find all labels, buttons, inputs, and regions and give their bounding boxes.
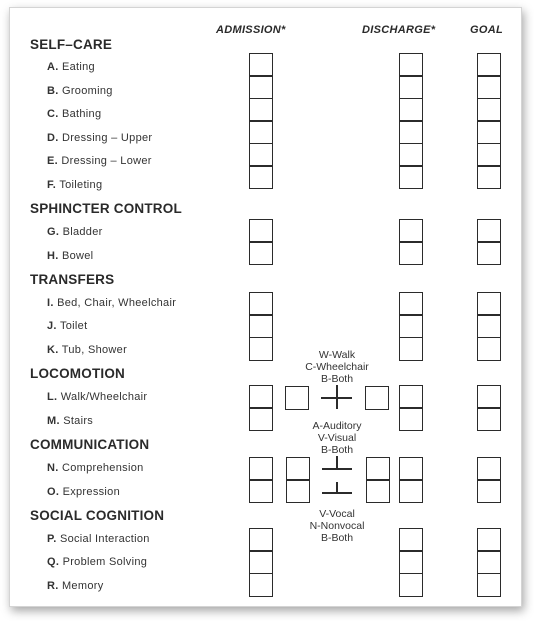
goal-box-grooming[interactable] [477,75,501,99]
discharge-boxes-transfers [399,292,423,361]
item-problem-solving: Q. Problem Solving [47,556,148,568]
admission-box-comprehension[interactable] [249,457,273,481]
item-memory: R. Memory [47,580,104,592]
admission-box-memory[interactable] [249,573,273,597]
goal-box-stairs[interactable] [477,407,501,431]
item-bowel: H. Bowel [47,250,94,262]
goal-box-walk-wheelchair[interactable] [477,385,501,409]
section-transfers: TRANSFERS [30,272,115,287]
section-locomotion: LOCOMOTION [30,366,125,381]
goal-box-expression[interactable] [477,479,501,503]
admission-box-social-interaction[interactable] [249,528,273,552]
legend-both: B-Both [320,373,354,385]
legend-auditory: A-Auditory [312,420,362,432]
legend-expression-mode [294,508,380,544]
goal-box-comprehension[interactable] [477,457,501,481]
admission-mode-box-locomotion [285,386,309,410]
discharge-boxes-locomotion [399,385,423,431]
goal-box-problem-solving[interactable] [477,550,501,574]
goal-boxes-sphincter [477,219,501,265]
discharge-box-expression[interactable] [399,479,423,503]
discharge-box-bladder[interactable] [399,219,423,243]
goal-box-dressing-upper[interactable] [477,120,501,144]
admission-box-tub-shower[interactable] [249,337,273,361]
discharge-box-memory[interactable] [399,573,423,597]
item-grooming: B. Grooming [47,85,113,97]
goal-boxes-locomotion [477,385,501,431]
discharge-modality-boxes [366,457,390,503]
item-stairs: M. Stairs [47,415,94,427]
discharge-box-bed-chair[interactable] [399,292,423,316]
admission-box-dressing-lower[interactable] [249,143,273,167]
discharge-boxes-self-care [399,53,423,189]
header-admission: ADMISSION* [216,24,286,36]
discharge-box-tub-shower[interactable] [399,337,423,361]
discharge-box-problem-solving[interactable] [399,550,423,574]
admission-expression-modality-box[interactable] [286,479,310,503]
item-eating: A. Eating [47,61,95,73]
discharge-mode-box-locomotion [365,386,389,410]
admission-mode-box[interactable] [285,386,309,410]
discharge-box-bowel[interactable] [399,241,423,265]
goal-box-dressing-lower[interactable] [477,143,501,167]
admission-box-stairs[interactable] [249,407,273,431]
legend-locomotion-mode [294,349,380,385]
header-discharge: DISCHARGE* [362,24,436,36]
discharge-boxes-communication [399,457,423,503]
admission-box-toileting[interactable] [249,165,273,189]
admission-box-grooming[interactable] [249,75,273,99]
goal-boxes-social [477,528,501,597]
discharge-box-bathing[interactable] [399,98,423,122]
legend-comprehension-mode [294,420,380,456]
item-social-interaction: P. Social Interaction [47,533,150,545]
discharge-box-toileting[interactable] [399,165,423,189]
discharge-box-comprehension[interactable] [399,457,423,481]
goal-boxes-transfers [477,292,501,361]
legend-both: B-Both [320,532,354,544]
connector-tick [336,456,338,468]
admission-boxes-communication [249,457,273,503]
admission-box-toilet[interactable] [249,314,273,338]
legend-both: B-Both [320,444,354,456]
admission-boxes-self-care [249,53,273,189]
goal-boxes-self-care [477,53,501,189]
goal-box-bladder[interactable] [477,219,501,243]
discharge-box-grooming[interactable] [399,75,423,99]
item-walk-wheelchair: L. Walk/Wheelchair [47,391,148,403]
admission-box-bladder[interactable] [249,219,273,243]
item-dressing-upper: D. Dressing – Upper [47,132,153,144]
item-toilet: J. Toilet [47,320,88,332]
discharge-box-toilet[interactable] [399,314,423,338]
item-toileting: F. Toileting [47,179,103,191]
goal-box-eating[interactable] [477,53,501,77]
discharge-boxes-sphincter [399,219,423,265]
goal-box-bed-chair[interactable] [477,292,501,316]
admission-boxes-social [249,528,273,597]
admission-box-expression[interactable] [249,479,273,503]
item-bathing: C. Bathing [47,108,102,120]
legend-visual: V-Visual [317,432,357,444]
goal-box-toileting[interactable] [477,165,501,189]
discharge-box-stairs[interactable] [399,407,423,431]
goal-box-social-interaction[interactable] [477,528,501,552]
admission-modality-boxes [286,457,310,503]
admission-box-dressing-upper[interactable] [249,120,273,144]
admission-box-bowel[interactable] [249,241,273,265]
legend-walk: W-Walk [318,349,356,361]
goal-box-tub-shower[interactable] [477,337,501,361]
item-bladder: G. Bladder [47,226,103,238]
legend-vocal: V-Vocal [319,508,355,520]
connector-tick [336,385,338,409]
discharge-box-dressing-upper[interactable] [399,120,423,144]
discharge-boxes-social [399,528,423,597]
connector-tick [336,482,338,492]
admission-box-eating[interactable] [249,53,273,77]
item-bed-chair-wheelchair: I. Bed, Chair, Wheelchair [47,297,177,309]
section-self-care: SELF–CARE [30,37,113,52]
goal-box-bowel[interactable] [477,241,501,265]
discharge-expression-modality-box[interactable] [366,479,390,503]
admission-boxes-transfers [249,292,273,361]
admission-box-walk-wheelchair[interactable] [249,385,273,409]
discharge-box-walk-wheelchair[interactable] [399,385,423,409]
legend-wheelchair: C-Wheelchair [305,361,369,373]
item-dressing-lower: E. Dressing – Lower [47,155,152,167]
goal-box-bathing[interactable] [477,98,501,122]
discharge-box-eating[interactable] [399,53,423,77]
admission-boxes-locomotion [249,385,273,431]
discharge-box-social-interaction[interactable] [399,528,423,552]
discharge-comprehension-modality-box[interactable] [366,457,390,481]
goal-box-toilet[interactable] [477,314,501,338]
item-comprehension: N. Comprehension [47,462,144,474]
admission-box-bed-chair[interactable] [249,292,273,316]
item-tub-shower: K. Tub, Shower [47,344,128,356]
connector-line [322,468,352,470]
discharge-box-dressing-lower[interactable] [399,143,423,167]
section-communication: COMMUNICATION [30,437,150,452]
admission-box-bathing[interactable] [249,98,273,122]
connector-line [322,492,352,494]
item-expression: O. Expression [47,486,120,498]
discharge-mode-box[interactable] [365,386,389,410]
goal-box-memory[interactable] [477,573,501,597]
header-goal: GOAL [470,24,503,36]
admission-boxes-sphincter [249,219,273,265]
admission-box-problem-solving[interactable] [249,550,273,574]
legend-nonvocal: N-Nonvocal [309,520,365,532]
section-social-cognition: SOCIAL COGNITION [30,508,165,523]
admission-comprehension-modality-box[interactable] [286,457,310,481]
goal-boxes-communication [477,457,501,503]
section-sphincter-control: SPHINCTER CONTROL [30,201,182,216]
